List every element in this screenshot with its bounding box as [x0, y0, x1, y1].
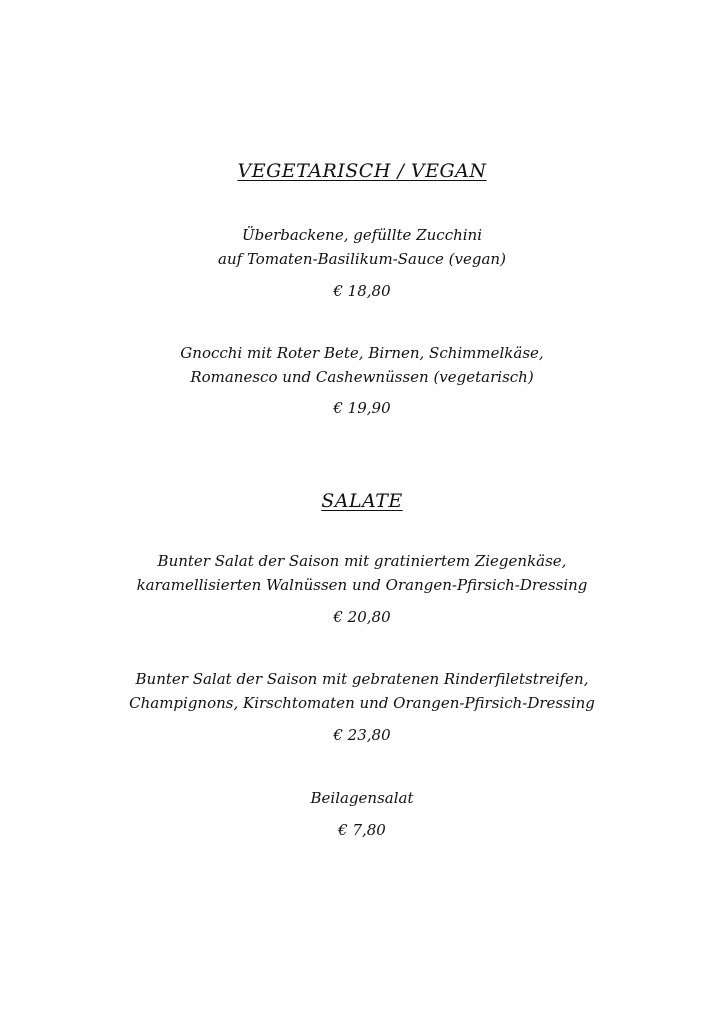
- section-heading-vegetarian: VEGETARISCH / VEGAN: [237, 160, 487, 182]
- menu-item-price: € 23,80: [333, 726, 391, 744]
- menu-item-description: Beilagensalat: [310, 789, 414, 807]
- menu-item-description: Bunter Salat der Saison mit gebratenen Rinderfiletstreifen,: [135, 670, 589, 688]
- menu-item-price: € 18,80: [333, 282, 391, 300]
- menu-item-price: € 7,80: [338, 821, 386, 839]
- menu-item-description: Überbackene, gefüllte Zucchini: [241, 226, 483, 244]
- menu-item-description: karamellisierten Walnüssen und Orangen-Pfirsich-Dressing: [136, 576, 588, 594]
- menu-item-price: € 19,90: [333, 399, 391, 417]
- menu-item-description: auf Tomaten-Basilikum-Sauce (vegan): [218, 250, 506, 268]
- menu-item-description: Champignons, Kirschtomaten und Orangen-Pfirsich-Dressing: [129, 694, 595, 712]
- menu-item-price: € 20,80: [333, 608, 391, 626]
- menu-item-description: Bunter Salat der Saison mit gratiniertem Ziegenkäse,: [157, 552, 567, 570]
- menu-item-description: Gnocchi mit Roter Bete, Birnen, Schimmelkäse,: [180, 344, 544, 362]
- menu-item-description: Romanesco und Cashewnüssen (vegetarisch): [190, 368, 534, 386]
- section-heading-salads: SALATE: [321, 490, 403, 512]
